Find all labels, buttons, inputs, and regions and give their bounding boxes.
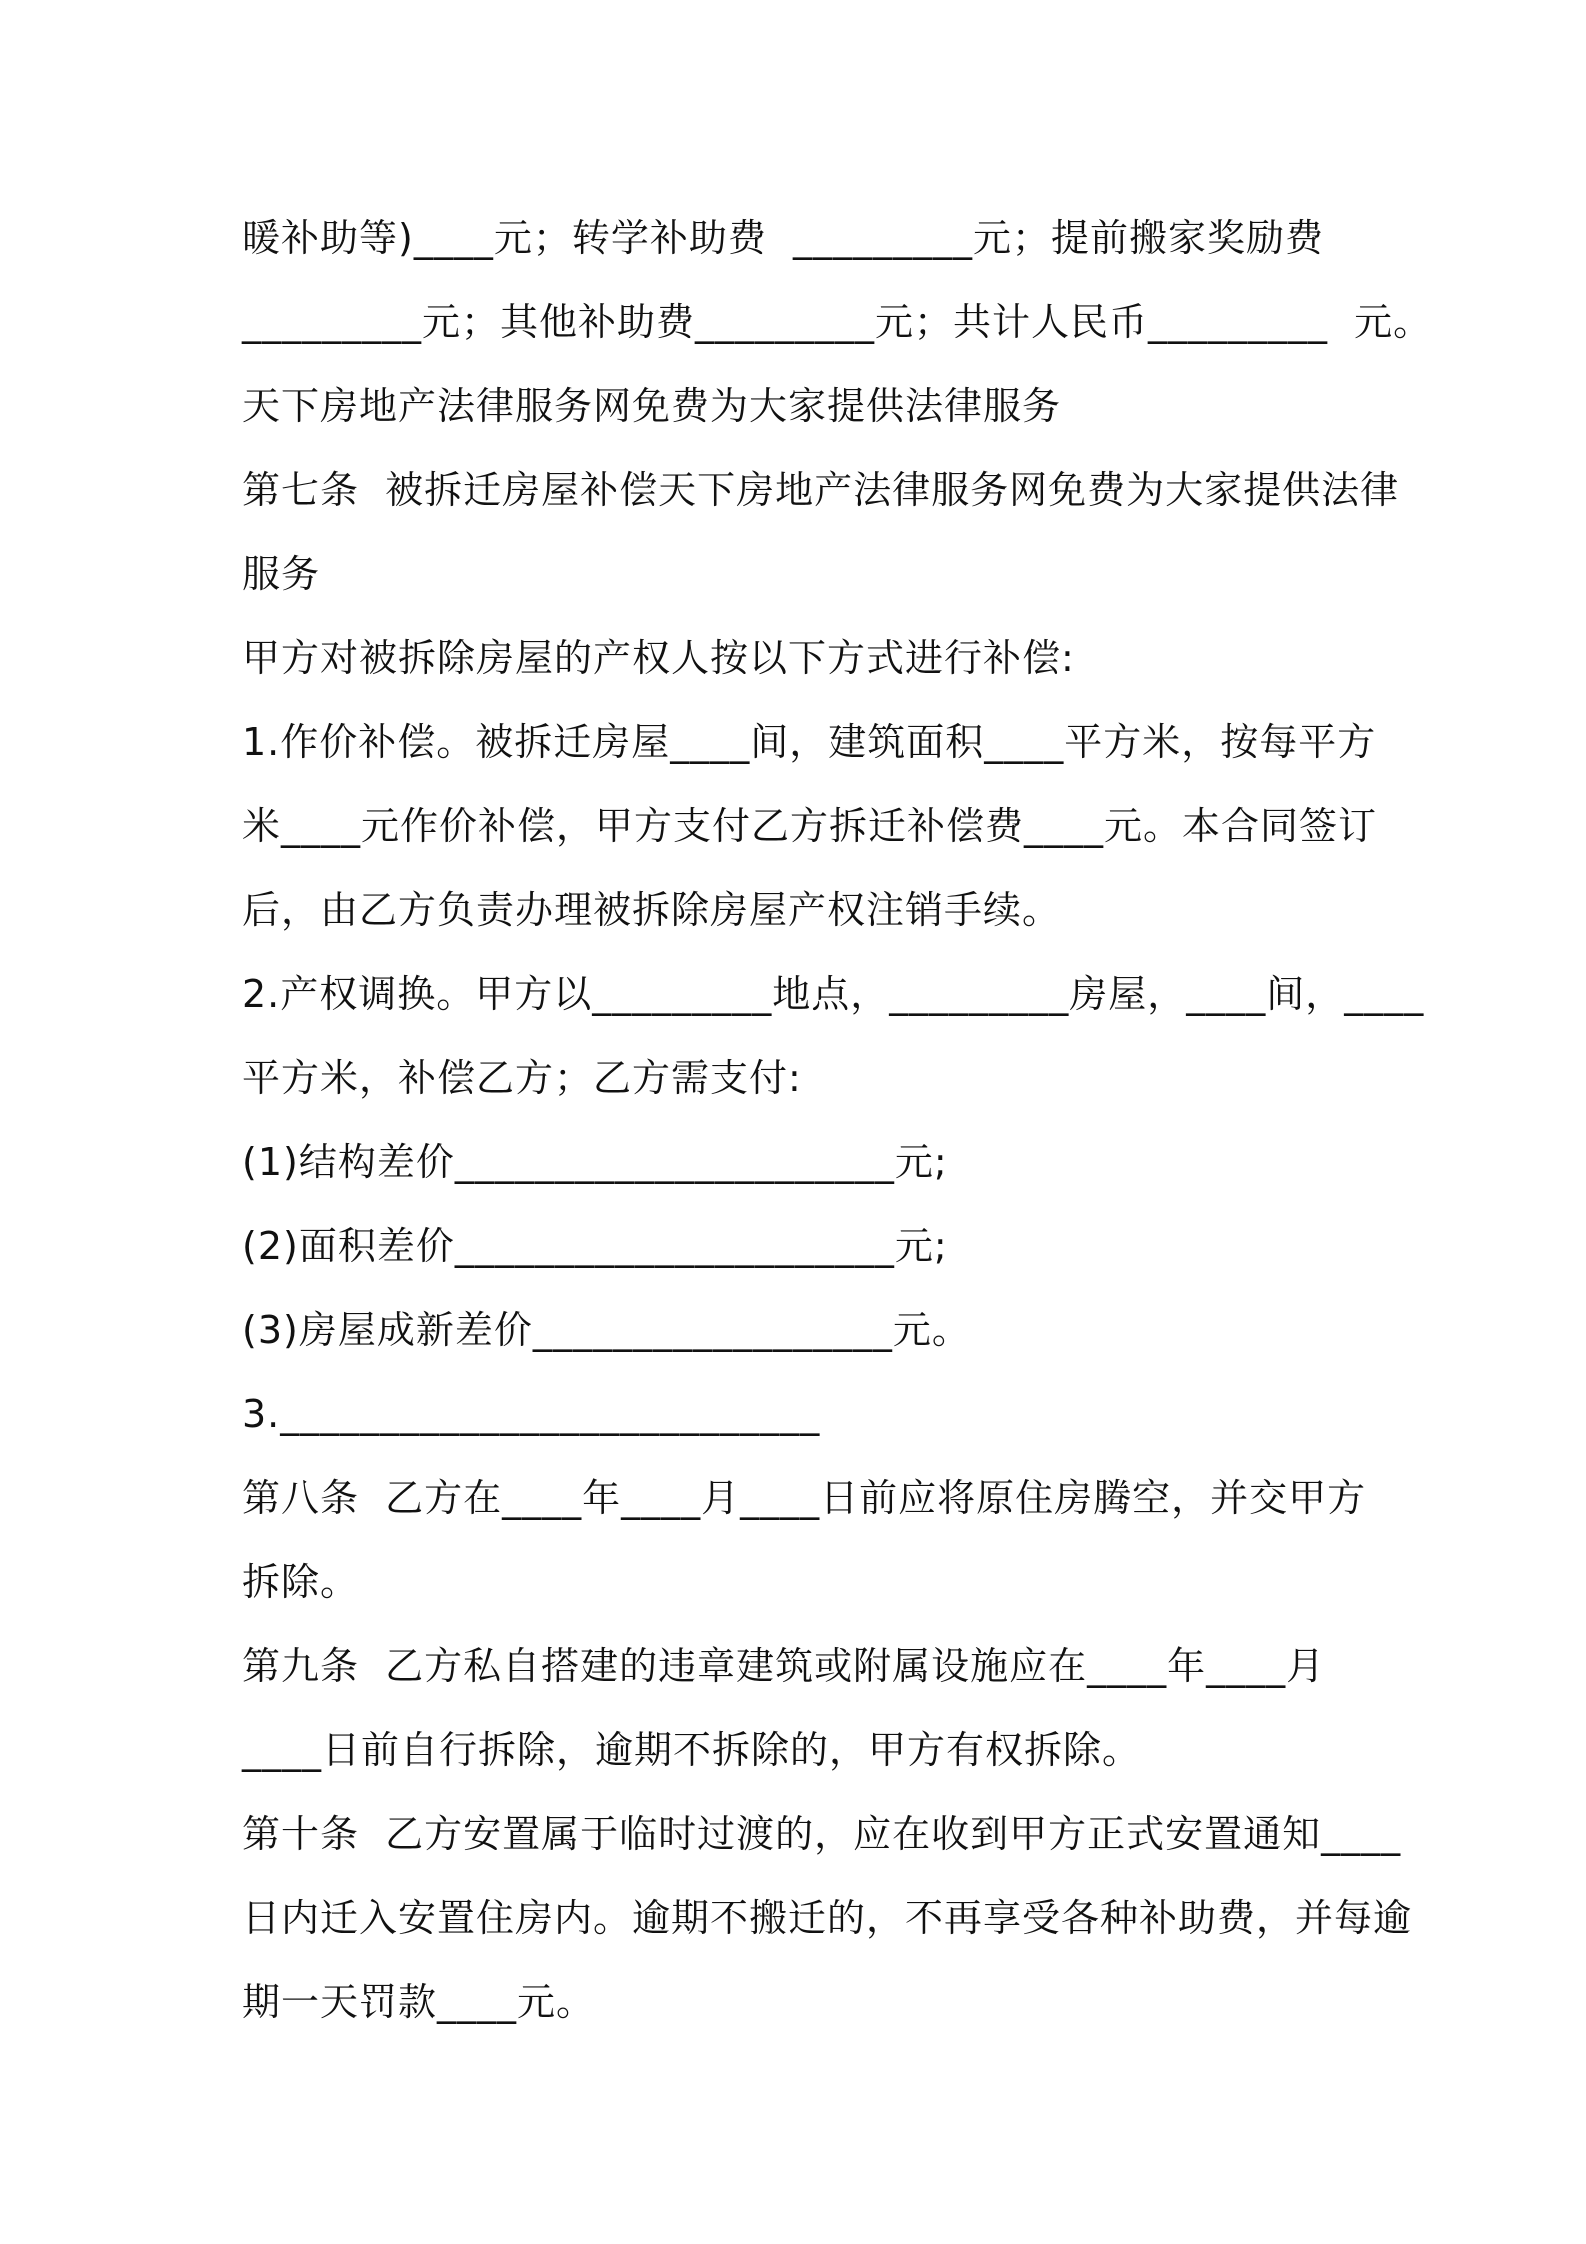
text-line-1: 暖补助等)____元；转学补助费 _________元；提前搬家奖励费 (242, 216, 1324, 260)
article-10-line-3: 期一天罚款____元。 (242, 1980, 596, 2024)
sub-item-1: (1)结构差价______________________元; (242, 1140, 948, 1184)
article-10-line-1: 第十条 乙方安置属于临时过渡的，应在收到甲方正式安置通知____ (242, 1812, 1402, 1856)
clause-1-line-1: 1.作价补偿。被拆迁房屋____间，建筑面积____平方米，按每平方 (242, 720, 1377, 764)
article-8-line-1: 第八条 乙方在____年____月____日前应将原住房腾空，并交甲方 (242, 1476, 1367, 1520)
clause-3: 3.___________________________ (242, 1392, 821, 1436)
sub-item-2: (2)面积差价______________________元; (242, 1224, 948, 1268)
clause-1-line-3: 后，由乙方负责办理被拆除房屋产权注销手续。 (242, 888, 1062, 932)
article-7-heading: 第七条 被拆迁房屋补偿天下房地产法律服务网免费为大家提供法律 (242, 468, 1400, 512)
text-line-5: 服务 (242, 552, 321, 596)
sub-item-3: (3)房屋成新差价__________________元。 (242, 1308, 971, 1352)
clause-2-line-1: 2.产权调换。甲方以_________地点，_________房屋，____间，____ (242, 972, 1425, 1016)
article-9-line-2: ____日前自行拆除，逾期不拆除的，甲方有权拆除。 (242, 1728, 1142, 1772)
article-8-line-2: 拆除。 (242, 1560, 360, 1604)
text-line-3: 天下房地产法律服务网免费为大家提供法律服务 (242, 384, 1062, 428)
clause-2-line-2: 平方米，补偿乙方；乙方需支付: (242, 1056, 802, 1100)
article-10-line-2: 日内迁入安置住房内。逾期不搬迁的，不再享受各种补助费，并每逾 (242, 1896, 1413, 1940)
clause-1-line-2: 米____元作价补偿，甲方支付乙方拆迁补偿费____元。本合同签订 (242, 804, 1378, 848)
document-body (242, 196, 1433, 2044)
text-line-2: _________元；其他补助费_________元；共计人民币_________ 元。 (242, 300, 1433, 344)
text-line-6: 甲方对被拆除房屋的产权人按以下方式进行补偿: (242, 636, 1075, 680)
article-9-line-1: 第九条 乙方私自搭建的违章建筑或附属设施应在____年____月 (242, 1644, 1326, 1688)
